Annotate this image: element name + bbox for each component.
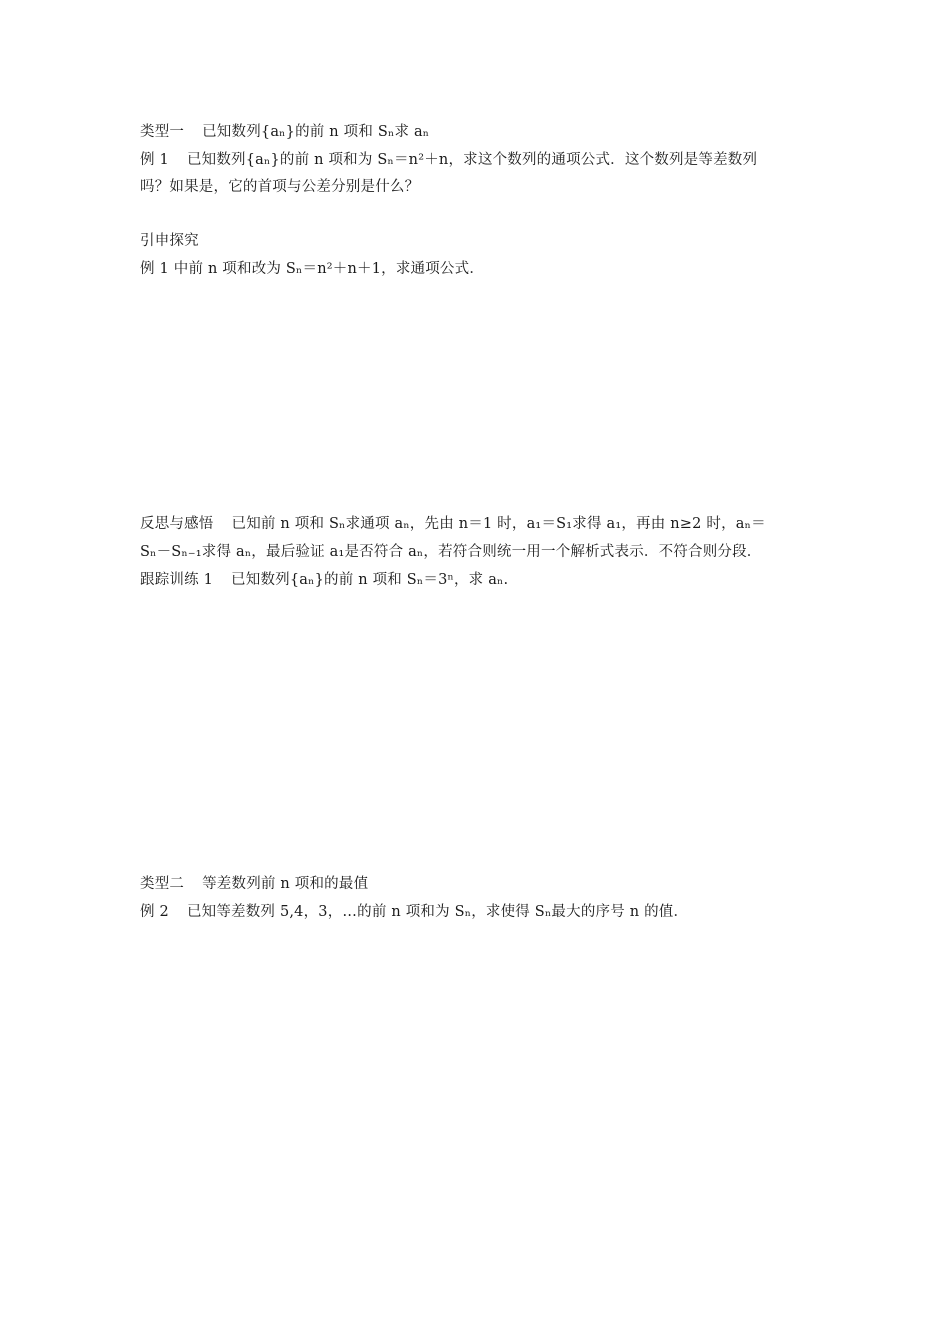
- section1-heading-text: 已知数列{aₙ}的前 n 项和 Sₙ求 aₙ: [202, 124, 430, 140]
- practice1-label: 跟踪训练 1: [140, 572, 214, 588]
- example2-label: 例 2: [140, 904, 169, 920]
- section2-heading-label: 类型二: [140, 876, 185, 892]
- example1-text-line1: 已知数列{aₙ}的前 n 项和为 Sₙ＝n²＋n，求这个数列的通项公式．这个数列是等差数列: [186, 152, 758, 168]
- practice1-line: [140, 570, 508, 590]
- reflection-label: 反思与感悟: [140, 516, 214, 532]
- practice1-text: 已知数列{aₙ}的前 n 项和 Sₙ＝3ⁿ，求 aₙ.: [231, 572, 509, 588]
- example1-line2: [140, 177, 419, 197]
- extension-heading: 引申探究: [140, 233, 199, 249]
- section2-heading: [140, 874, 368, 894]
- extension-text: 例 1 中前 n 项和改为 Sₙ＝n²＋n＋1，求通项公式．: [140, 261, 485, 277]
- section2-heading-text: 等差数列前 n 项和的最值: [202, 876, 369, 892]
- example2-line: [140, 902, 688, 922]
- reflection-line2: Sₙ－Sₙ₋₁求得 aₙ，最后验证 a₁是否符合 aₙ，若符合则统一用一个解析式表示．不符合则分段．: [140, 544, 762, 560]
- example1-text-line2: 吗？如果是，它的首项与公差分别是什么？: [140, 179, 420, 195]
- example2-text: 已知等差数列 5,4，3，…的前 n 项和为 Sₙ，求使得 Sₙ最大的序号 n 的值．: [186, 904, 689, 920]
- example1-label: 例 1: [140, 152, 169, 168]
- section1-heading: [140, 122, 429, 142]
- reflection-line1: [140, 514, 766, 534]
- example1-line1: [140, 150, 757, 170]
- section1-heading-label: 类型一: [140, 124, 185, 140]
- reflection-text-line1: 已知前 n 项和 Sₙ求通项 aₙ，先由 n＝1 时，a₁＝S₁求得 a₁，再由 n≥2 时，aₙ＝: [231, 516, 766, 532]
